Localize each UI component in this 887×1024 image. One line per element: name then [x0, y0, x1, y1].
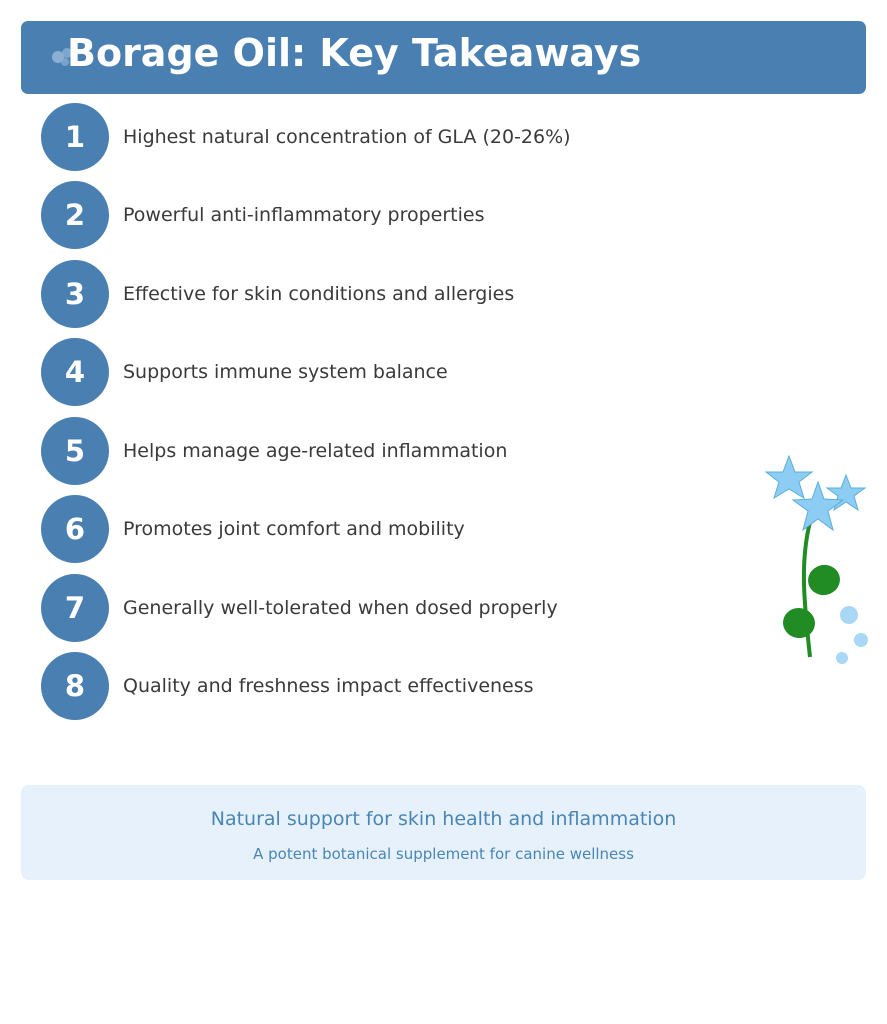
star-flower-shape: [766, 456, 812, 498]
leaf-shape: [781, 605, 818, 640]
takeaway-text: Powerful anti-inflammatory properties: [123, 204, 485, 226]
number-badge: 6: [41, 495, 109, 563]
list-item: [41, 495, 741, 563]
list-item: [41, 574, 741, 642]
bubble-dot: [836, 652, 848, 664]
number-badge: 1: [41, 103, 109, 171]
takeaway-text: Effective for skin conditions and allergies: [123, 283, 515, 305]
list-item: [41, 260, 741, 328]
number-badge: 5: [41, 417, 109, 485]
number-badge: 7: [41, 574, 109, 642]
summary-footer: [21, 785, 866, 880]
takeaway-text: Quality and freshness impact effectiveness: [123, 675, 534, 697]
list-item: [41, 338, 741, 406]
borage-flower-illustration: [760, 452, 875, 667]
takeaway-text: Promotes joint comfort and mobility: [123, 518, 465, 540]
list-item: [41, 103, 741, 171]
number-badge: 2: [41, 181, 109, 249]
takeaway-text: Generally well-tolerated when dosed properly: [123, 597, 558, 619]
takeaway-text: Supports immune system balance: [123, 361, 448, 383]
footer-tagline: Natural support for skin health and inflammation: [210, 808, 677, 830]
bubble-dot: [854, 633, 868, 647]
takeaway-text: Helps manage age-related inflammation: [123, 440, 508, 462]
header-banner: [21, 21, 866, 94]
takeaway-text: Highest natural concentration of GLA (20-26%): [123, 126, 571, 148]
leaf-shape: [805, 561, 844, 598]
footer-subtitle: A potent botanical supplement for canine wellness: [253, 845, 634, 863]
list-item: [41, 652, 741, 720]
bubble-dot: [840, 606, 858, 624]
list-item: [41, 181, 741, 249]
list-item: [41, 417, 741, 485]
number-badge: 4: [41, 338, 109, 406]
number-badge: 8: [41, 652, 109, 720]
page-title: Borage Oil: Key Takeaways: [67, 31, 642, 75]
number-badge: 3: [41, 260, 109, 328]
